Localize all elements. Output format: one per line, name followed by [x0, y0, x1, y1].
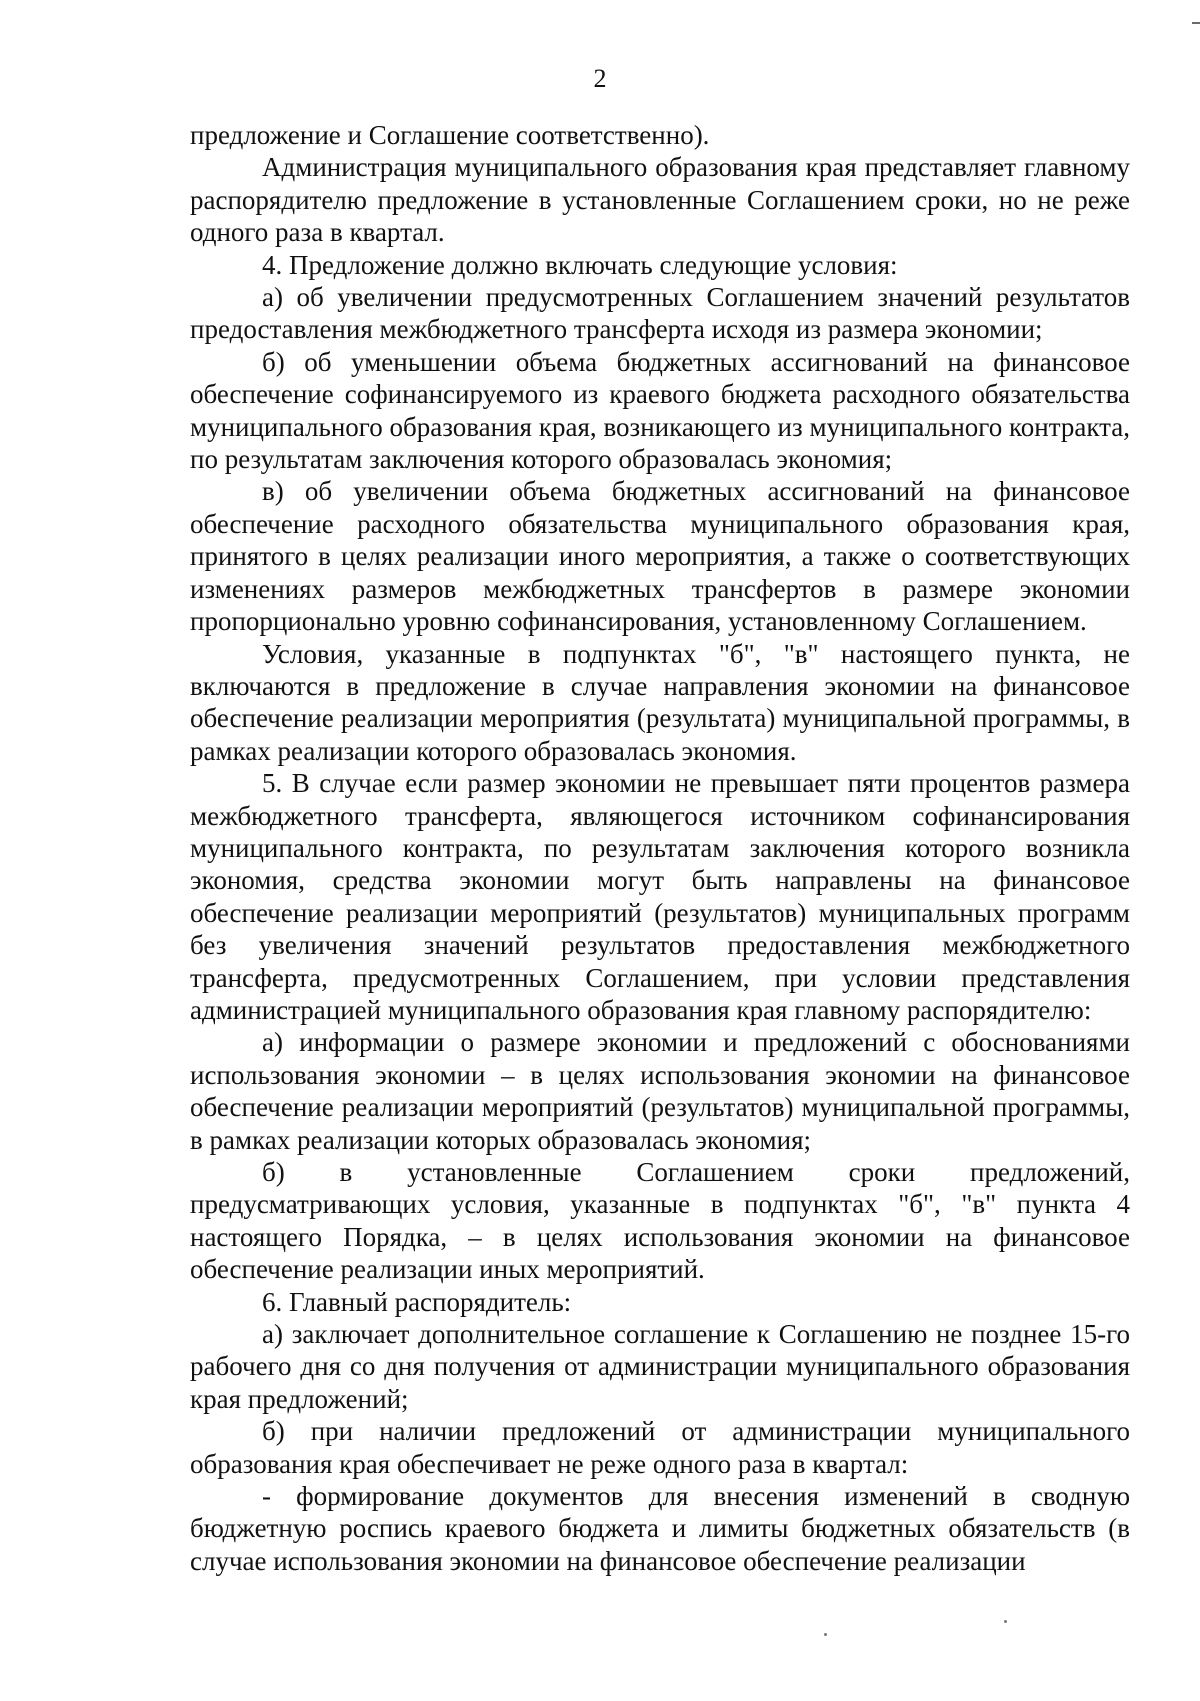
paragraph: - формирование документов для внесения изменений в сводную бюджетную роспись краевого бюджета и лимиты бюджетных обязательств (в случае использования экономии на финансовое обеспечение реализации [190, 1481, 1130, 1576]
paragraph: б) об уменьшении объема бюджетных ассигнований на финансовое обеспечение софинансируемого из краевого бюджета расходного обязательства муниципального образования края, возникающего из муниципального контракта, по результатам заключения которого образовалась экономия; [190, 346, 1130, 475]
paragraph: б) при наличии предложений от администрации муниципального образования края обеспечивает не реже одного раза в квартал: [190, 1416, 1130, 1479]
paragraph: Администрация муниципального образования края представляет главному распорядителю предложение в установленные Соглашением сроки, но не реже одного раза в квартал. [190, 152, 1130, 248]
page-number: 2 [593, 64, 607, 93]
scan-speck [1004, 1620, 1007, 1623]
paragraph: а) об увеличении предусмотренных Соглашением значений результатов предоставления межбюджетного трансферта исходя из размера экономии; [190, 282, 1130, 345]
paragraph: б) в установленные Соглашением сроки предложений, предусматривающих условия, указанные в подпунктах "б", "в" пункта 4 настоящего Порядка, – в целях использования экономии на финансовое обеспечение реализации иных мероприятий. [190, 1157, 1130, 1285]
paragraph: а) заключает дополнительное соглашение к Соглашению не позднее 15-го рабочего дня со дня получения от администрации муниципального образования края предложений; [190, 1319, 1130, 1414]
document-body [190, 119, 1130, 1577]
paragraph: в) об увеличении объема бюджетных ассигнований на финансовое обеспечение расходного обязательства муниципального образования края, принятого в целях реализации иного мероприятия, а также о соответствующих изменениях размеров межбюджетных трансфертов в размере экономии пропорционально уровню софинансирования, установленному Соглашением. [190, 476, 1130, 637]
scan-edge-mark [1192, 22, 1200, 24]
paragraph: 5. В случае если размер экономии не превышает пяти процентов размера межбюджетного трансферта, являющегося источником софинансирования муниципального контракта, по результатам заключения которого возникла экономия, средства экономии могут быть направлены на финансовое обеспечение реализации мероприятий (результатов) муниципальных программ без увеличения значений результатов предоставления межбюджетного трансферта, предусмотренных Соглашением, при условии представления администрацией муниципального образования края главному распорядителю: [190, 768, 1130, 1025]
paragraph: Условия, указанные в подпунктах "б", "в" настоящего пункта, не включаются в предложение в случае направления экономии на финансовое обеспечение реализации мероприятия (результата) муниципальной программы, в рамках реализации которого образовалась экономия. [190, 638, 1130, 766]
paragraph: 4. Предложение должно включать следующие условия: [262, 249, 898, 280]
paragraph: 6. Главный распорядитель: [262, 1286, 572, 1317]
scan-speck [824, 1633, 827, 1636]
paragraph: а) информации о размере экономии и предложений с обоснованиями использования экономии – в целях использования экономии на финансовое обеспечение реализации мероприятий (результатов) муниципальной программы, в рамках реализации которых образовалась экономия; [190, 1027, 1130, 1155]
paragraph: предложение и Соглашение соответственно). [190, 120, 710, 150]
